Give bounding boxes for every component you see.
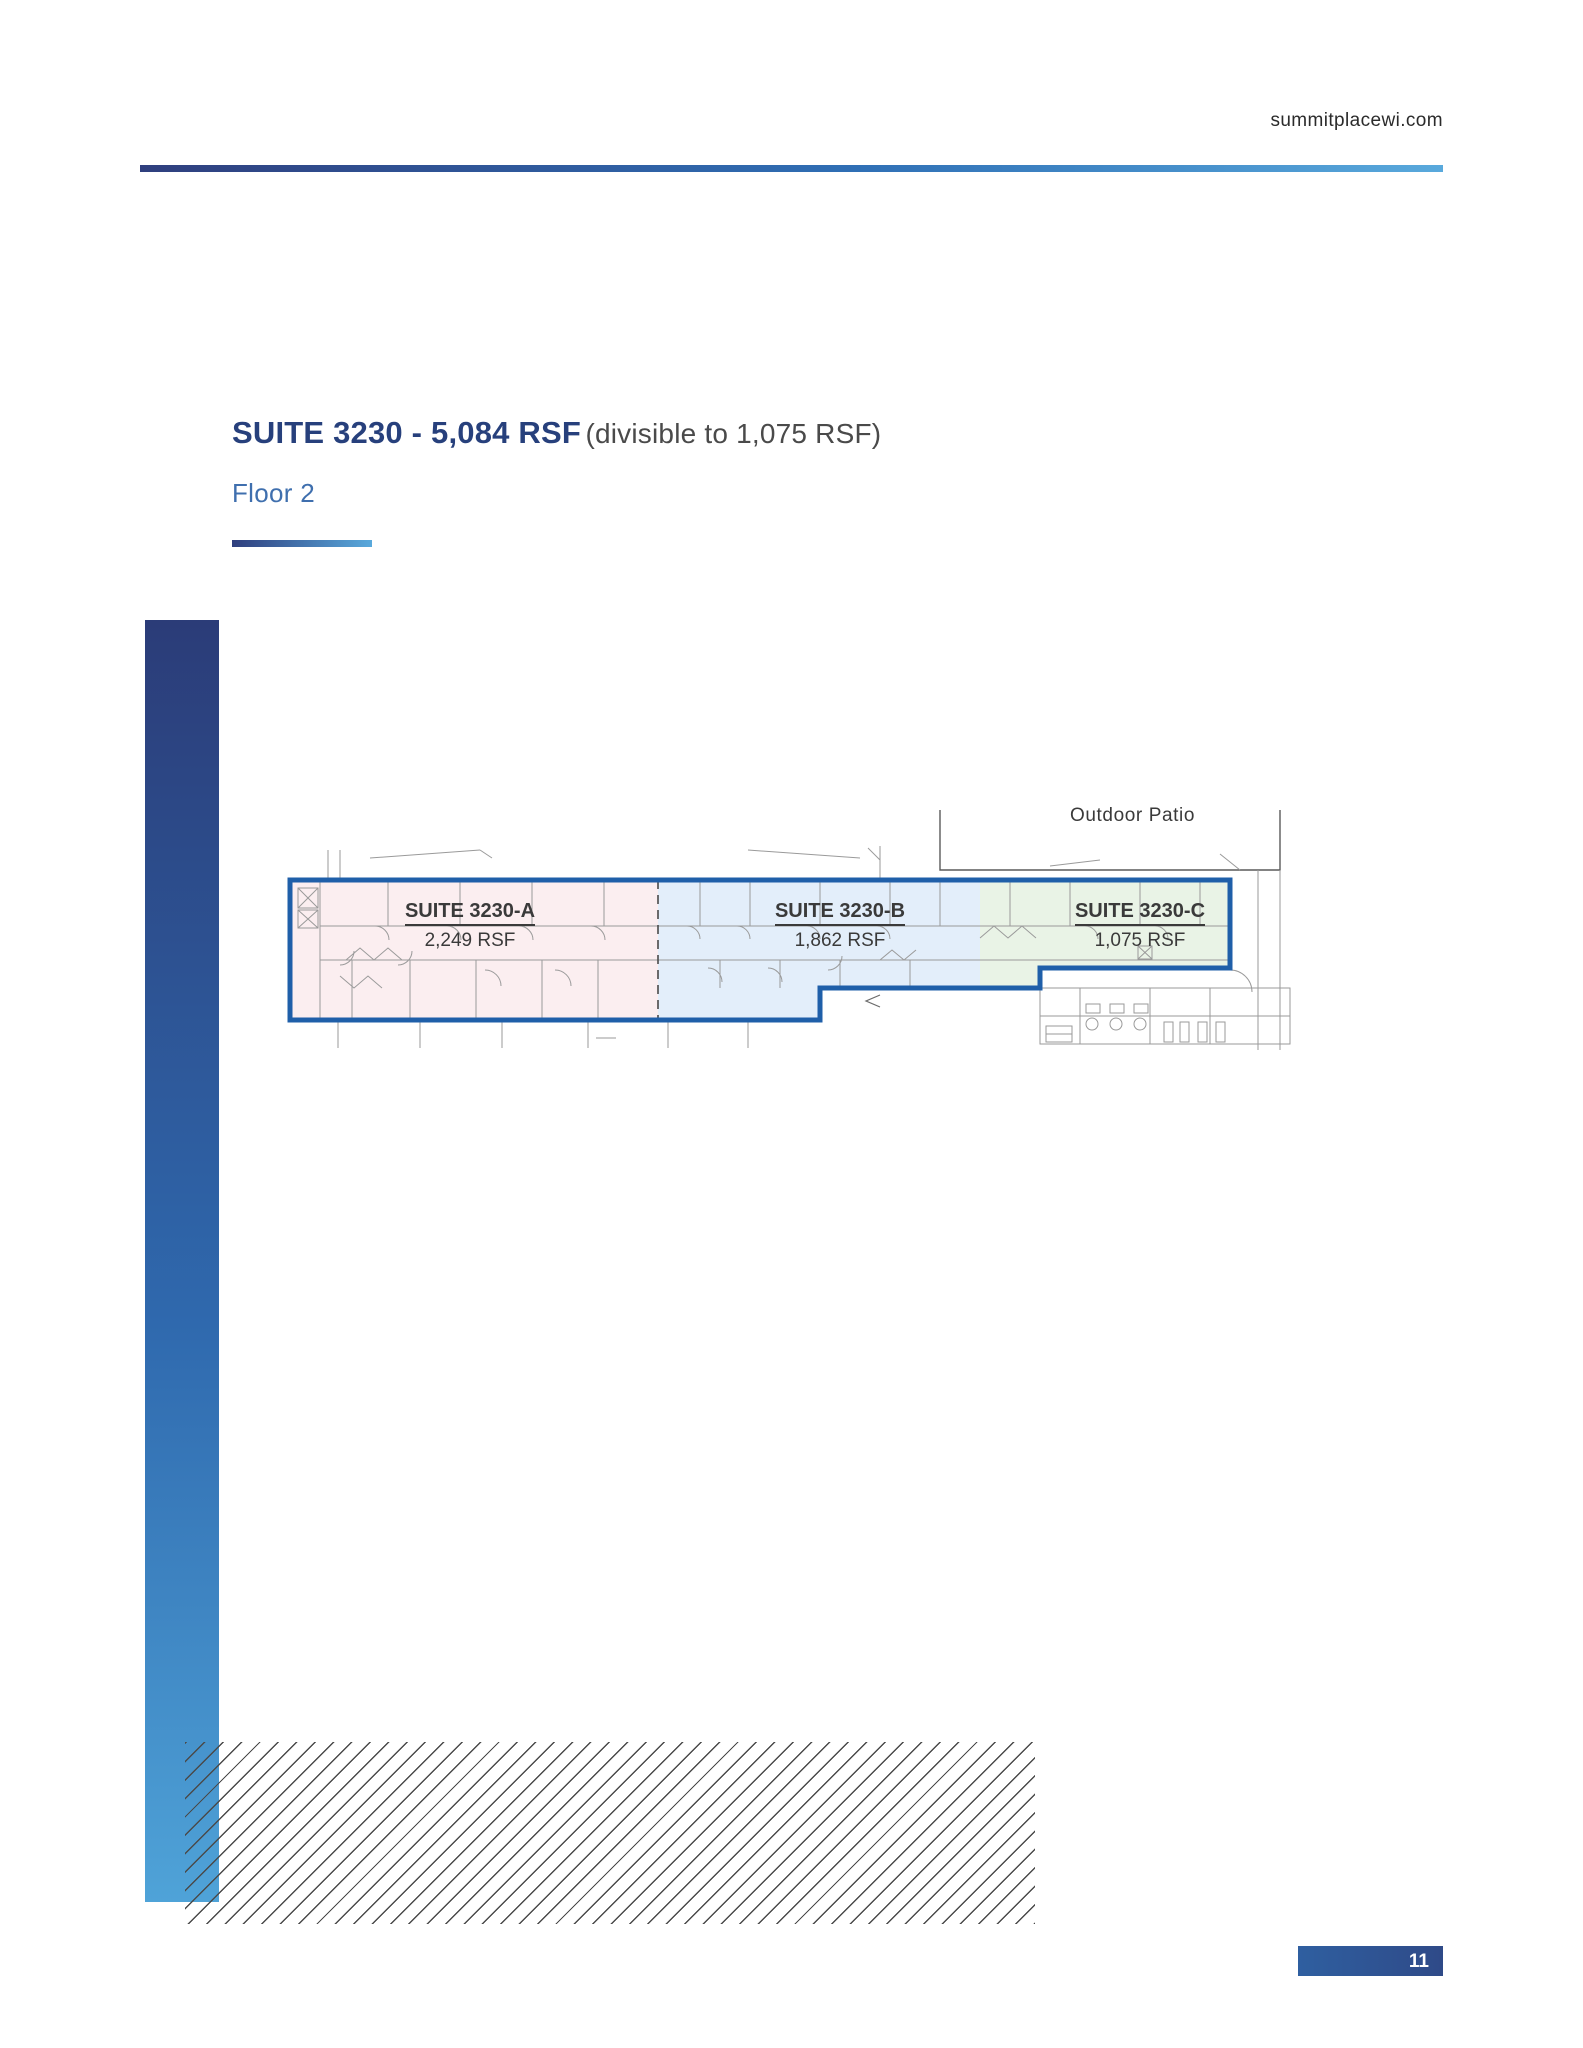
floor-label: Floor 2 <box>232 478 316 508</box>
floorplan-diagram <box>280 805 1520 1130</box>
page-title <box>232 415 881 451</box>
suite-b-name: SUITE 3230-B <box>775 900 905 926</box>
header-divider <box>140 165 1443 172</box>
suite-label-c <box>1010 900 1270 952</box>
outdoor-patio-label: Outdoor Patio <box>1070 805 1196 826</box>
page-number: 11 <box>1408 1950 1429 1972</box>
suite-label-b <box>710 900 970 952</box>
page-title-sub: (divisible to 1,075 RSF) <box>585 418 882 449</box>
suite-a-rsf: 2,249 RSF <box>424 930 516 951</box>
hatched-decoration <box>185 1742 1035 1924</box>
suite-b-rsf: 1,862 RSF <box>794 930 886 951</box>
site-url: summitplacewi.com <box>1270 110 1443 131</box>
page-title-main: SUITE 3230 - 5,084 RSF <box>232 415 582 450</box>
suite-a-name: SUITE 3230-A <box>405 900 535 926</box>
left-accent-bar <box>145 620 219 1902</box>
title-underline <box>232 540 372 547</box>
suite-c-name: SUITE 3230-C <box>1075 900 1205 926</box>
suite-label-a <box>340 900 600 952</box>
suite-c-rsf: 1,075 RSF <box>1094 930 1186 951</box>
page-number-badge <box>1298 1946 1443 1976</box>
